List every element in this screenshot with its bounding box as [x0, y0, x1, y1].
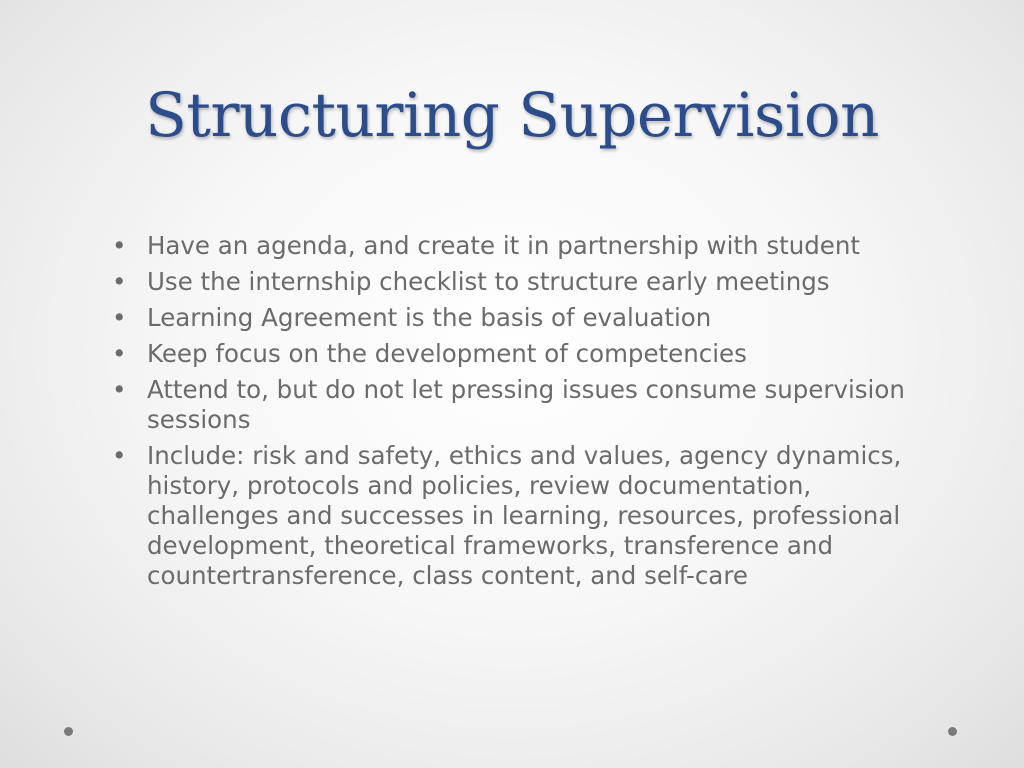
bullet-item: [112, 267, 912, 297]
bullet-text: Attend to, but do not let pressing issues consume supervision sessions: [147, 375, 905, 434]
bullet-text: Have an agenda, and create it in partnership with student: [147, 231, 860, 260]
bullet-text: Include: risk and safety, ethics and values, agency dynamics, history, protocols and policies, review documentation, challenges and successes in learning, resources, professional development, theoretical frameworks, transference and countertransference, class content, and self-care: [147, 441, 902, 590]
bullet-item: [112, 231, 912, 261]
bullet-icon: •: [112, 441, 127, 470]
decorative-dot-left-icon: [64, 727, 73, 736]
bullet-icon: •: [112, 339, 127, 368]
bullet-item: [112, 441, 912, 591]
bullet-text: Learning Agreement is the basis of evaluation: [147, 303, 712, 332]
bullet-list: [112, 231, 912, 597]
bullet-icon: •: [112, 303, 127, 332]
bullet-item: [112, 303, 912, 333]
bullet-text: Keep focus on the development of competencies: [147, 339, 747, 368]
bullet-text: Use the internship checklist to structure early meetings: [147, 267, 830, 296]
bullet-item: [112, 375, 912, 435]
slide-title: Structuring Supervision: [145, 80, 879, 151]
bullet-icon: •: [112, 231, 127, 260]
bullet-icon: •: [112, 375, 127, 404]
decorative-dot-right-icon: [948, 727, 957, 736]
bullet-item: [112, 339, 912, 369]
bullet-icon: •: [112, 267, 127, 296]
